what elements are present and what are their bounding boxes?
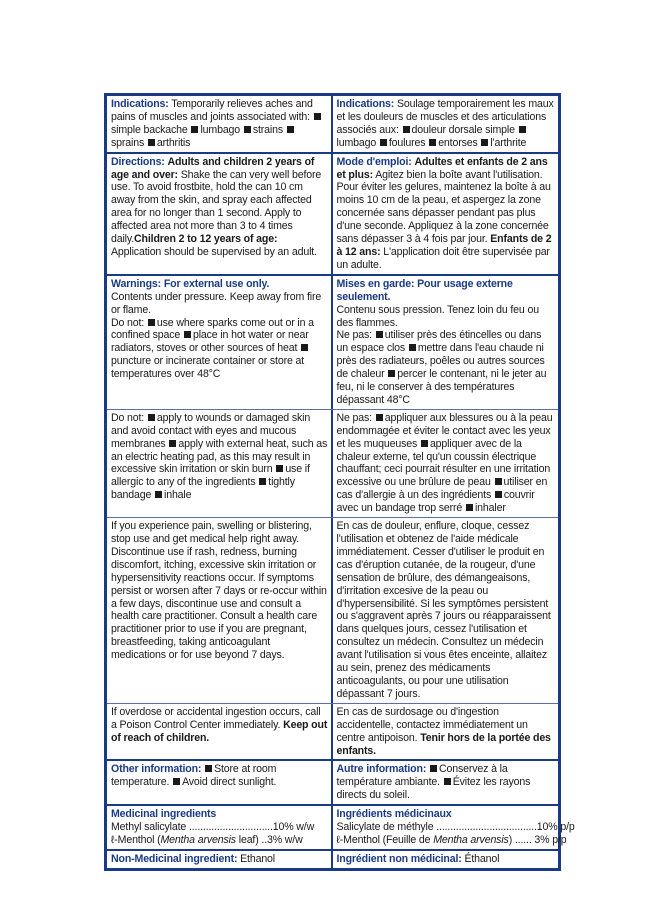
ingredient-species: Mentha arvensis [433,833,509,846]
other-info-heading: Other information: [111,763,202,776]
donot-label: Do not: [111,316,145,329]
bullet-icon [205,765,212,772]
bullet-icon [429,139,436,146]
nonmedicinal-heading: Non-Medicinal ingredient: [111,852,238,865]
ingredient-part: ℓ-Menthol (Feuille de [336,833,434,846]
directions-heading: Mode d'emploi: [336,155,412,168]
directions-text2: L'application doit être supervisée par un adulte. [336,245,550,271]
bullet-icon [430,765,437,772]
bullet-icon [184,331,191,338]
donot-fr [333,410,559,517]
list-item: place in hot water or near radiators, stoves or other sources of heat [111,329,309,355]
nonmedicinal-value: Ethanol [240,852,276,865]
list-item: appliquer aux blessures ou à la peau endommagée et éviter le contact avec les yeux et les muqueuses [336,411,553,450]
bullet-icon [259,478,266,485]
ingredient-line [336,833,567,847]
donot-label: Ne pas: [336,329,372,342]
ingredient-part: ℓ-Menthol ( [111,833,161,846]
bullet-icon [495,478,502,485]
list-item: douleur dorsale simple [411,123,515,136]
list-item: l'arthrite [490,136,527,149]
ingredient-part: leaf) ..3% w/w [235,833,303,846]
list-item: mettre dans l'eau chaude ni près des radiateurs, poêles ou autres sources de chaleur [336,342,545,381]
overdose-text: If overdose or accidental ingestion occurs, call a Poison Control Center immediately. [111,705,321,731]
bullet-icon [495,491,502,498]
bullet-icon [301,344,308,351]
overdose-fr [333,704,559,760]
bullet-icon [403,126,410,133]
bullet-icon [380,139,387,146]
bullet-icon [276,465,283,472]
list-item: puncture or incinerate container or store at temperatures over 48°C [111,355,305,381]
other-info-heading: Autre information: [336,763,427,776]
list-item: couvrir avec un bandage trop serré [336,489,535,515]
warnings-heading: Mises en garde: [336,277,415,290]
list-item: Évitez les rayons directs du soleil. [336,776,531,802]
other-info-en [107,761,333,804]
directions-children: Children 2 to 12 years of age: [134,233,278,246]
bullet-icon [444,778,451,785]
list-item: use if allergic to any of the ingredients [111,463,310,489]
bullet-icon [169,440,176,447]
directions-text: Shake the can very well before use. To avoid frostbite, hold the can 10 cm away from the skin, and spray each affected area for no longer than 1 second. Apply to affected area not more than 3 to 4 times daily. [111,168,322,246]
list-item: utiliser près des étincelles ou dans un espace clos [336,329,542,355]
bullet-icon [191,126,198,133]
bullet-icon [376,331,383,338]
indications-text: Soulage temporairement les maux et les douleurs de muscles et des articulations associés aux: [336,98,554,136]
warnings-heading: Warnings: [111,277,162,290]
nonmedicinal-row [107,851,558,868]
list-item: lumbago [336,136,377,149]
list-item: entorses [438,136,478,149]
list-item: Conservez à la température ambiante. [336,763,508,789]
directions-bold: Adults and children 2 years of age and over: [111,155,315,181]
overdose-text: En cas de surdosage ou d'ingestion accidentelle, contactez immédiatement un centre antipoison. [336,705,528,744]
list-item: arthritis [156,136,191,149]
nonmedicinal-fr [333,851,559,868]
list-item: simple backache [111,123,188,136]
medicinal-fr [333,806,575,849]
list-item: lumbago [200,123,241,136]
external-use-note: Pour usage externe seulement. [336,277,513,303]
list-item: inhaler [474,502,506,515]
list-item: tightly bandage [111,476,295,502]
list-item: sprains [111,136,145,149]
overdose-row [107,704,558,762]
other-info-row [107,761,558,806]
bullet-icon [148,319,155,326]
medicinal-row [107,806,575,851]
ingredient-line: Salicylate de méthyle ....................................10% p/p [336,821,575,834]
other-info-fr [333,761,559,804]
medicinal-heading: Ingrédients médicinaux [336,808,452,821]
bullet-icon [481,139,488,146]
pressure-warning: Contenu sous pression. Tenez loin du feu ou des flammes. [336,303,539,329]
directions-row [107,154,558,276]
stop-use-row [107,518,558,704]
donot-row [107,410,558,518]
directions-heading: Directions: [111,155,165,168]
indications-en [107,96,333,152]
bullet-icon [148,139,155,146]
list-item: apply with external heat, such as an electric heating pad, as this may result in excessive skin irritation or skin burn [111,437,328,476]
donot-label: Ne pas: [336,411,372,424]
indications-heading: Indications: [336,98,395,110]
bullet-icon [409,344,416,351]
nonmedicinal-heading: Ingrédient non médicinal: [336,852,462,865]
bullet-icon [421,440,428,447]
ingredient-part: ) ...... 3% p/p [508,833,567,846]
list-item: Store at room temperature. [111,763,277,789]
directions-text: Agitez bien la boîte avant l'utilisation. Pour éviter les gelures, maintenez la boîte à au moins 10 cm de la peau, et aspergez la zone concernée sans dépasser pendant pas plus d'une seconde. Appliquez à la zone concernée sans dépasser 3 à 4 fois par jour. [336,168,551,246]
keep-out-of-reach: Keep out of reach of children. [111,718,328,744]
directions-bold: Adultes et enfants de 2 ans et plus: [336,155,548,181]
medicinal-en [107,806,333,849]
nonmedicinal-value: Éthanol [464,852,500,865]
pressure-warning: Contents under pressure. Keep away from fire or flame. [111,290,322,316]
indications-fr [333,96,559,152]
indications-heading: Indications: [111,98,169,110]
directions-en [107,154,333,274]
list-item: Avoid direct sunlight. [182,776,277,789]
indications-text: Temporarily relieves aches and pains of muscles and joints associated with: [111,98,313,123]
external-use-note: For external use only. [163,277,270,290]
list-item: percer le contenant, ni le jeter au feu, ni le conserver à des températures dépassant 48°C [336,368,547,406]
list-item: appliquer avec de la chaleur externe, tel qu'un coussin électrique chauffant; ceci pourrait résulter en une irritation excessive ou une brûlure de peau [336,437,551,489]
list-item: foulures [388,136,426,149]
bullet-icon [314,113,321,120]
donot-label: Do not: [111,411,145,424]
bullet-icon [287,126,294,133]
indications-row [107,96,558,154]
bullet-icon [466,504,473,511]
bullet-icon [376,414,383,421]
medicinal-heading: Medicinal ingredients [111,808,217,821]
bullet-icon [519,126,526,133]
bullet-icon [155,491,162,498]
list-item: use where sparks come out or in a confined space [111,316,314,342]
donot-en [107,410,333,517]
bullet-icon [244,126,251,133]
bullet-icon [148,414,155,421]
list-item: utiliser en cas d'allergie à un des ingrédients [336,476,548,502]
list-item: inhale [164,489,192,502]
warnings-fr [333,276,559,409]
bullet-icon [173,778,180,785]
ingredient-line [111,834,328,847]
warnings-row [107,276,558,410]
ingredient-species: Mentha arvensis [160,833,236,846]
list-item: apply to wounds or damaged skin and avoid contact with eyes and mucous membranes [111,411,311,450]
stop-use-fr: En cas de douleur, enflure, cloque, cessez l'utilisation et obtenez de l'aide médicale immédiatement. Cesser d'utiliser le produit en cas d'éruption cutanée, de la rougeur, d'une sensation de brûlure, des démangeaisons, d'irritation excesive de la peau ou d'hypersensibilité. Si les symptômes persistent ou s'aggravent après 7 jours ou réapparaissent dans quelques jours, cessez l'utilisation et consultez un médecin. Consultez un médecin avant l'utilisation si vous êtes enceinte, allaitez au sein, prenez des médicaments anticoagulants, ou pour une utilisation dépassant 7 jours. [336,520,551,700]
ingredient-line: Methyl salicylate ..............................10% w/w [111,821,315,834]
overdose-en [107,704,333,760]
warnings-en [107,276,333,409]
drug-facts-table [104,93,575,871]
bullet-icon [388,370,395,377]
list-item: strains [252,123,283,136]
nonmedicinal-en [107,851,333,868]
keep-out-of-reach: Tenir hors de la portée des enfants. [336,731,551,757]
directions-text2: Application should be supervised by an adult. [111,245,317,258]
directions-children: Enfants de 2 à 12 ans: [336,233,552,258]
stop-use-en: If you experience pain, swelling or blistering, stop use and get medical help right away. Discontinue use if rash, redness, burning discomfort, itching, excessive skin irritation or hypersensitivity reactions occur. If symptoms persist or worsen after 7 days or re-occur within a few days, discontinue use and consult a health care practitioner. Consult a health care practitioner prior to use if you are pregnant, breastfeeding, taking anticoagulant medications or for use beyond 7 days. [107,518,333,703]
directions-fr [333,154,559,274]
